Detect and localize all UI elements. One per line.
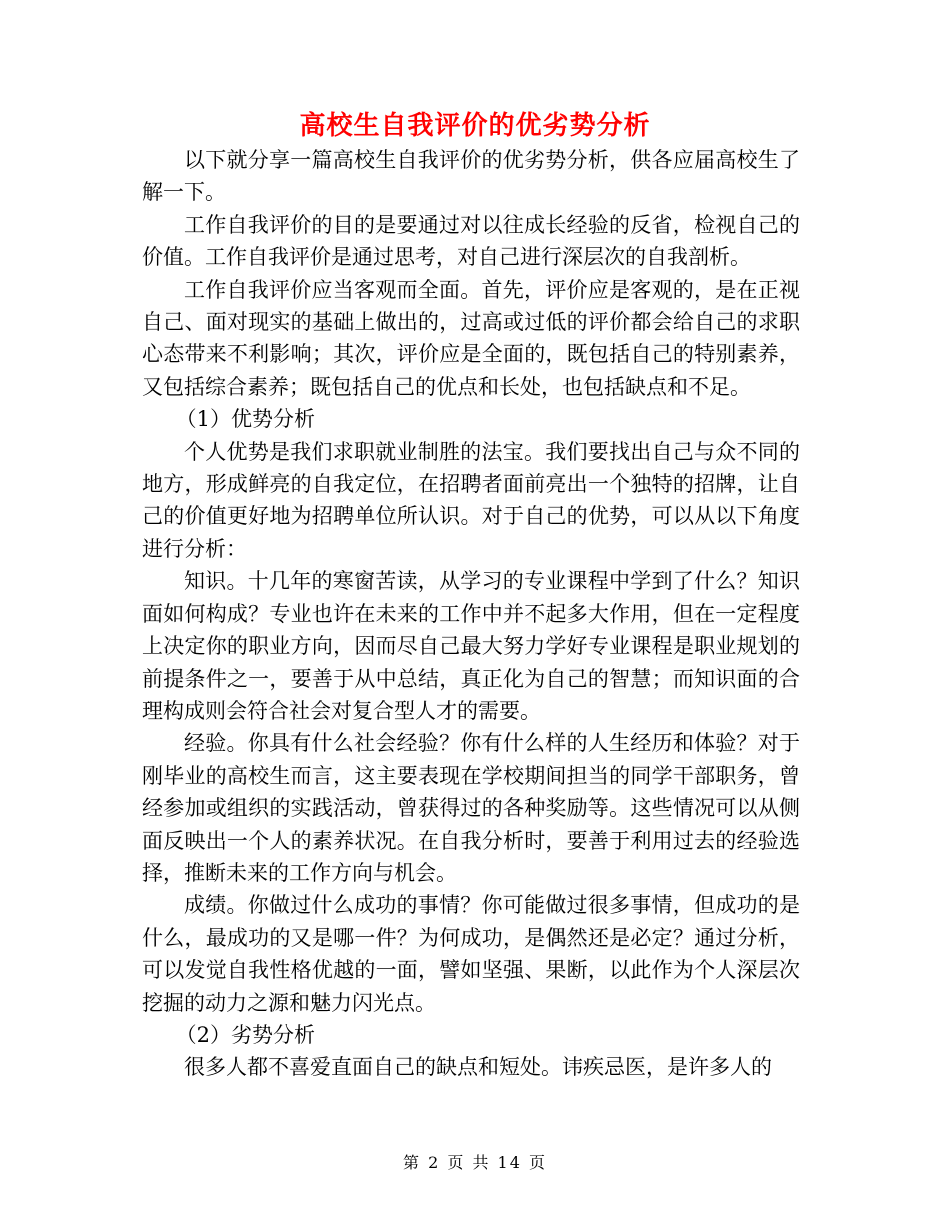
paragraph-purpose: 工作自我评价的目的是要通过对以往成长经验的反省，检视自己的价值。工作自我评价是通过思考，对自己进行深层次的自我剖析。 xyxy=(142,212,800,270)
page-number-footer: 第 2 页 共 14 页 xyxy=(403,1153,547,1172)
section-heading-strengths: （1）优势分析 xyxy=(175,407,315,432)
document-title: 高校生自我评价的优劣势分析 xyxy=(299,111,651,141)
paragraph-experience: 经验。你具有什么社会经验？你有什么样的人生经历和体验？对于刚毕业的高校生而言，这主要表现在学校期间担当的同学干部职务，曾经参加或组织的实践活动，曾获得过的各种奖励等。这些情况可以从侧面反映出一个人的素养状况。在自我分析时，要善于利用过去的经验选择，推断未来的工作方向与机会。 xyxy=(142,731,800,885)
paragraph-knowledge: 知识。十几年的寒窗苦读，从学习的专业课程中学到了什么？知识面如何构成？专业也许在未来的工作中并不起多大作用，但在一定程度上决定你的职业方向，因而尽自己最大努力学好专业课程是职业规划的前提条件之一，要善于从中总结，真正化为自己的智慧；而知识面的合理构成则会符合社会对复合型人才的需要。 xyxy=(142,569,800,723)
document-body xyxy=(142,144,800,1084)
paragraph-strengths-intro: 个人优势是我们求职就业制胜的法宝。我们要找出自己与众不同的地方，形成鲜亮的自我定位，在招聘者面前亮出一个独特的招牌，让自己的价值更好地为招聘单位所认识。对于自己的优势，可以从以下角度进行分析： xyxy=(142,439,800,561)
section-heading-weaknesses: （2）劣势分析 xyxy=(175,1022,315,1047)
paragraph-objective: 工作自我评价应当客观而全面。首先，评价应是客观的，是在正视自己、面对现实的基础上做出的，过高或过低的评价都会给自己的求职心态带来不利影响；其次，评价应是全面的，既包括自己的特别素养，又包括综合素养；既包括自己的优点和长处，也包括缺点和不足。 xyxy=(142,277,800,399)
paragraph-weaknesses-intro: 很多人都不喜爱直面自己的缺点和短处。讳疾忌医，是许多人的 xyxy=(184,1055,772,1080)
paragraph-achievements: 成绩。你做过什么成功的事情？你可能做过很多事情，但成功的是什么，最成功的又是哪一件？为何成功，是偶然还是必定？通过分析，可以发觉自我性格优越的一面，譬如坚强、果断，以此作为个人深层次挖掘的动力之源和魅力闪光点。 xyxy=(142,893,800,1015)
paragraph-intro: 以下就分享一篇高校生自我评价的优劣势分析，供各应届高校生了解一下。 xyxy=(142,148,800,205)
